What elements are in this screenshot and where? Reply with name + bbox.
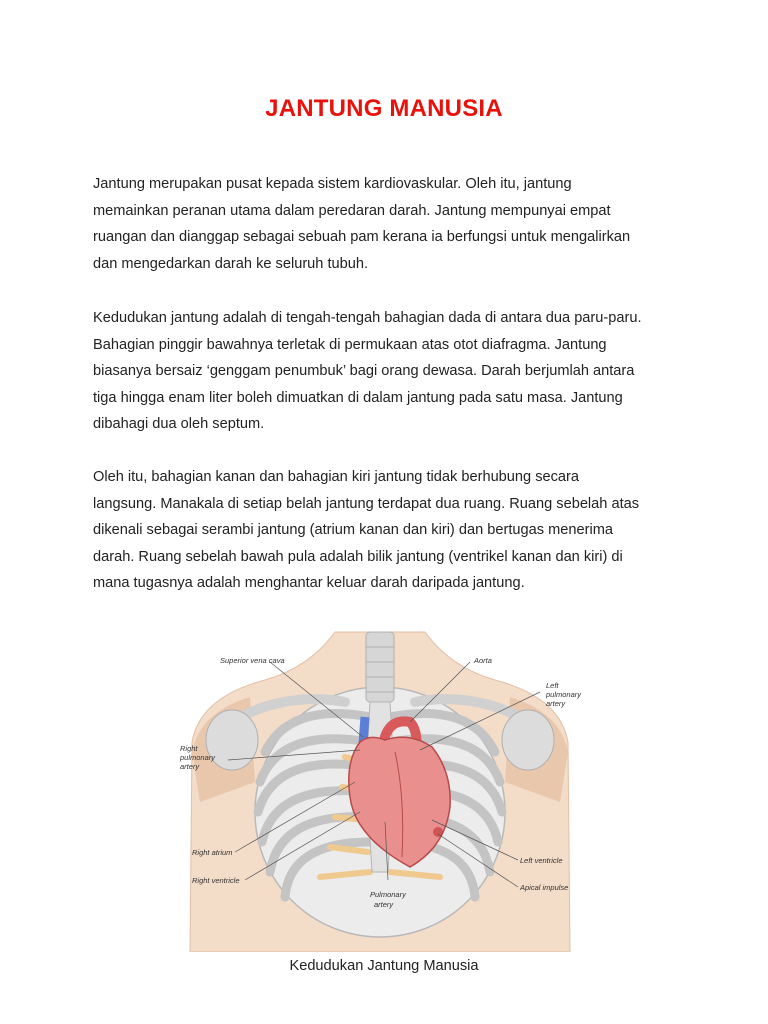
paragraph-line: memainkan peranan utama dalam peredaran darah. Jantung mempunyai empat	[93, 202, 611, 219]
label-apical-impulse: Apical impulse	[520, 883, 569, 892]
label-right-pulmonary-artery-1: Right	[180, 744, 198, 753]
label-pulmonary-artery-2: artery	[374, 900, 394, 909]
label-left-pulmonary-artery-2: pulmonary	[546, 690, 582, 699]
figure-caption: Kedudukan Jantung Manusia	[289, 958, 479, 974]
label-aorta: Aorta	[474, 656, 492, 665]
label-right-ventricle: Right ventricle	[192, 876, 240, 885]
paragraph-line: dikenali sebagai serambi jantung (atrium kanan dan kiri) dan bertugas menerima	[93, 522, 613, 538]
label-pulmonary-artery-1: Pulmonary	[370, 890, 406, 899]
label-right-pulmonary-artery-3: artery	[180, 762, 200, 771]
paragraph-line: Oleh itu, bahagian kanan dan bahagian kiri jantung tidak berhubung secara	[93, 469, 580, 485]
label-left-pulmonary-artery-3: artery	[546, 699, 566, 708]
paragraph-line: tiga hingga enam liter boleh dimuatkan di dalam jantung pada satu masa. Jantung	[93, 389, 623, 406]
paragraph-line: Bahagian pinggir bawahnya terletak di permukaan atas otot diafragma. Jantung	[93, 336, 607, 353]
page-title: JANTUNG MANUSIA	[265, 95, 503, 122]
heart-anatomy-illustration	[170, 622, 590, 952]
label-superior-vena-cava: Superior vena cava	[220, 656, 285, 665]
paragraph-2	[93, 305, 693, 438]
label-right-atrium: Right atrium	[192, 848, 233, 857]
paragraph-line: Kedudukan jantung adalah di tengah-tengah bahagian dada di antara dua paru-paru.	[93, 310, 642, 326]
paragraph-3	[93, 464, 693, 597]
heart-anatomy-figure	[170, 622, 590, 952]
paragraph-line: biasanya bersaiz ‘genggam penumbuk’ bagi orang dewasa. Darah berjumlah antara	[93, 363, 635, 379]
paragraph-line: darah. Ruang sebelah bawah pula adalah bilik jantung (ventrikel kanan dan kiri) di	[93, 548, 623, 565]
paragraph-line: mana tugasnya adalah menghantar keluar darah daripada jantung.	[93, 575, 525, 591]
paragraph-line: dibahagi dua oleh septum.	[93, 416, 265, 432]
label-right-pulmonary-artery-2: pulmonary	[180, 753, 216, 762]
paragraph-line: dan mengedarkan darah ke seluruh tubuh.	[93, 255, 369, 272]
apical-impulse-marker	[433, 827, 443, 837]
paragraph-line: langsung. Manakala di setiap belah jantung terdapat dua ruang. Ruang sebelah atas	[93, 495, 640, 512]
paragraph-1	[93, 171, 693, 277]
humerus-head-right	[502, 710, 554, 770]
label-left-ventricle: Left ventricle	[520, 856, 563, 865]
paragraph-line: ruangan dan dianggap sebagai sebuah pam kerana ia berfungsi untuk mengalirkan	[93, 229, 631, 245]
label-left-pulmonary-artery-1: Left	[546, 681, 559, 690]
paragraph-line: Jantung merupakan pusat kepada sistem kardiovaskular. Oleh itu, jantung	[93, 176, 572, 192]
